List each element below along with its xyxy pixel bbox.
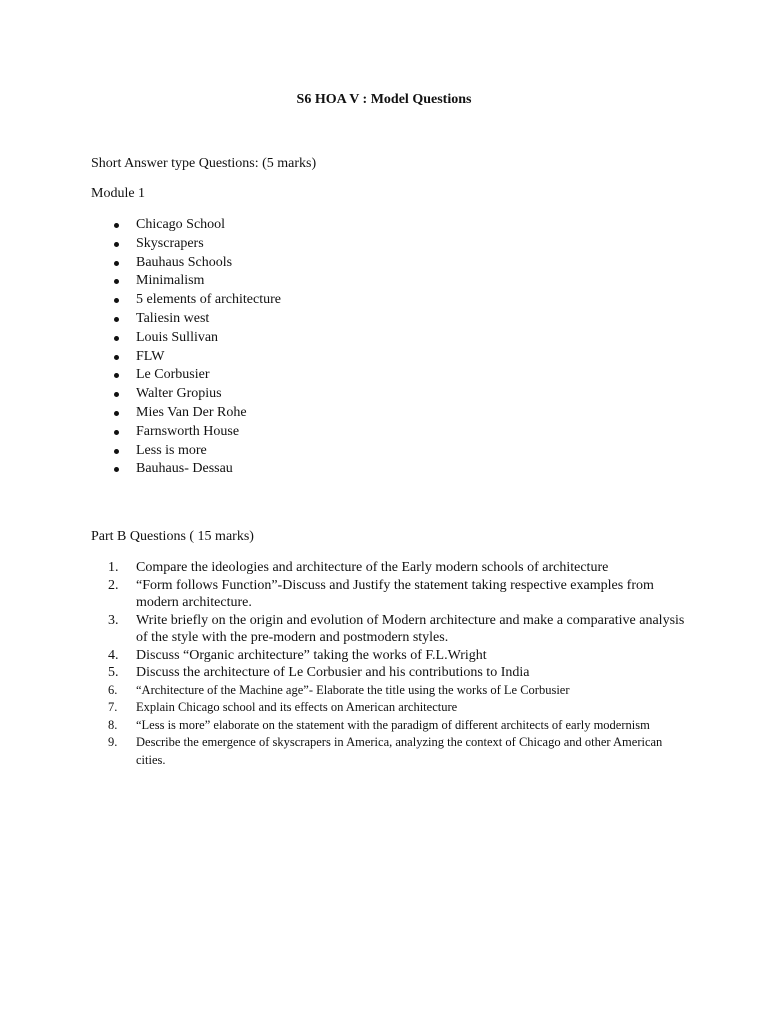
list-item-text: Skyscrapers bbox=[136, 235, 204, 251]
list-item-text: Bauhaus Schools bbox=[136, 254, 233, 270]
question-item bbox=[108, 664, 688, 682]
list-item bbox=[112, 254, 281, 273]
part-b-heading: Part B Questions ( 15 marks) bbox=[91, 529, 254, 544]
bullet-icon bbox=[114, 373, 119, 378]
bullet-icon bbox=[114, 261, 119, 266]
bullet-icon bbox=[114, 223, 119, 228]
question-number: 8. bbox=[108, 717, 118, 732]
list-item-text: Chicago School bbox=[136, 217, 226, 232]
question-text: Compare the ideologies and architecture of the Early modern schools of architecture bbox=[136, 560, 609, 575]
question-number: 3. bbox=[108, 612, 119, 628]
bullet-icon bbox=[114, 392, 119, 397]
module-topic-list bbox=[112, 216, 281, 479]
bullet-icon bbox=[114, 411, 119, 416]
module-heading: Module 1 bbox=[91, 186, 146, 201]
question-item bbox=[108, 699, 688, 717]
list-item-text: FLW bbox=[136, 348, 165, 364]
list-item bbox=[112, 235, 281, 254]
question-item bbox=[108, 647, 688, 665]
question-text: “Less is more” elaborate on the statement with the paradigm of different architects of early modernism bbox=[136, 717, 650, 732]
list-item bbox=[112, 216, 281, 235]
question-text: Discuss the architecture of Le Corbusier and his contributions to India bbox=[136, 665, 530, 680]
question-item bbox=[108, 559, 688, 577]
question-text: Explain Chicago school and its effects on American architecture bbox=[136, 700, 458, 714]
question-number: 4. bbox=[108, 647, 119, 663]
question-number: 5. bbox=[108, 665, 119, 680]
list-item bbox=[112, 329, 281, 348]
question-item bbox=[108, 734, 688, 769]
question-text: Describe the emergence of skyscrapers in America, analyzing the context of Chicago and other American cities. bbox=[136, 735, 663, 767]
list-item-text: Le Corbusier bbox=[136, 367, 210, 383]
list-item-text: Louis Sullivan bbox=[136, 329, 219, 345]
bullet-icon bbox=[114, 279, 119, 284]
part-b-question-list bbox=[108, 559, 688, 769]
question-item bbox=[108, 612, 688, 647]
list-item bbox=[112, 404, 281, 423]
list-item bbox=[112, 460, 281, 479]
bullet-icon bbox=[114, 467, 119, 472]
question-item bbox=[108, 577, 688, 612]
question-number: 7. bbox=[108, 700, 118, 714]
question-text: “Architecture of the Machine age”- Elaborate the title using the works of Le Corbusier bbox=[136, 682, 570, 697]
list-item-text: Mies Van Der Rohe bbox=[136, 404, 247, 420]
list-item-text: Walter Gropius bbox=[136, 386, 222, 402]
question-number: 1. bbox=[108, 560, 119, 575]
bullet-icon bbox=[114, 336, 119, 341]
question-number: 6. bbox=[108, 682, 118, 697]
list-item-text: Bauhaus- Dessau bbox=[136, 461, 233, 477]
bullet-icon bbox=[114, 317, 119, 322]
list-item-text: Taliesin west bbox=[136, 310, 210, 326]
question-number: 2. bbox=[108, 577, 119, 593]
bullet-icon bbox=[114, 355, 119, 360]
question-text: Write briefly on the origin and evolution of Modern architecture and make a comparative analysis of the style with the pre-modern and postmodern styles. bbox=[136, 612, 685, 645]
bullet-icon bbox=[114, 430, 119, 435]
list-item-text: Minimalism bbox=[136, 273, 205, 289]
bullet-icon bbox=[114, 298, 119, 303]
list-item bbox=[112, 385, 281, 404]
question-text: Discuss “Organic architecture” taking the works of F.L.Wright bbox=[136, 647, 487, 663]
list-item bbox=[112, 310, 281, 329]
list-item-text: Farnsworth House bbox=[136, 423, 240, 439]
short-answer-heading: Short Answer type Questions: (5 marks) bbox=[91, 156, 317, 171]
list-item bbox=[112, 366, 281, 385]
list-item bbox=[112, 423, 281, 442]
question-item bbox=[108, 717, 688, 735]
question-item bbox=[108, 682, 688, 700]
list-item bbox=[112, 272, 281, 291]
bullet-icon bbox=[114, 449, 119, 454]
document-title: S6 HOA V : Model Questions bbox=[296, 92, 472, 107]
list-item bbox=[112, 291, 281, 310]
list-item-text: 5 elements of architecture bbox=[136, 292, 281, 308]
list-item-text: Less is more bbox=[136, 442, 207, 458]
question-text: “Form follows Function”-Discuss and Justify the statement taking respective examples from modern architecture. bbox=[136, 577, 654, 610]
list-item bbox=[112, 348, 281, 367]
bullet-icon bbox=[114, 242, 119, 247]
question-number: 9. bbox=[108, 735, 118, 749]
list-item bbox=[112, 442, 281, 461]
